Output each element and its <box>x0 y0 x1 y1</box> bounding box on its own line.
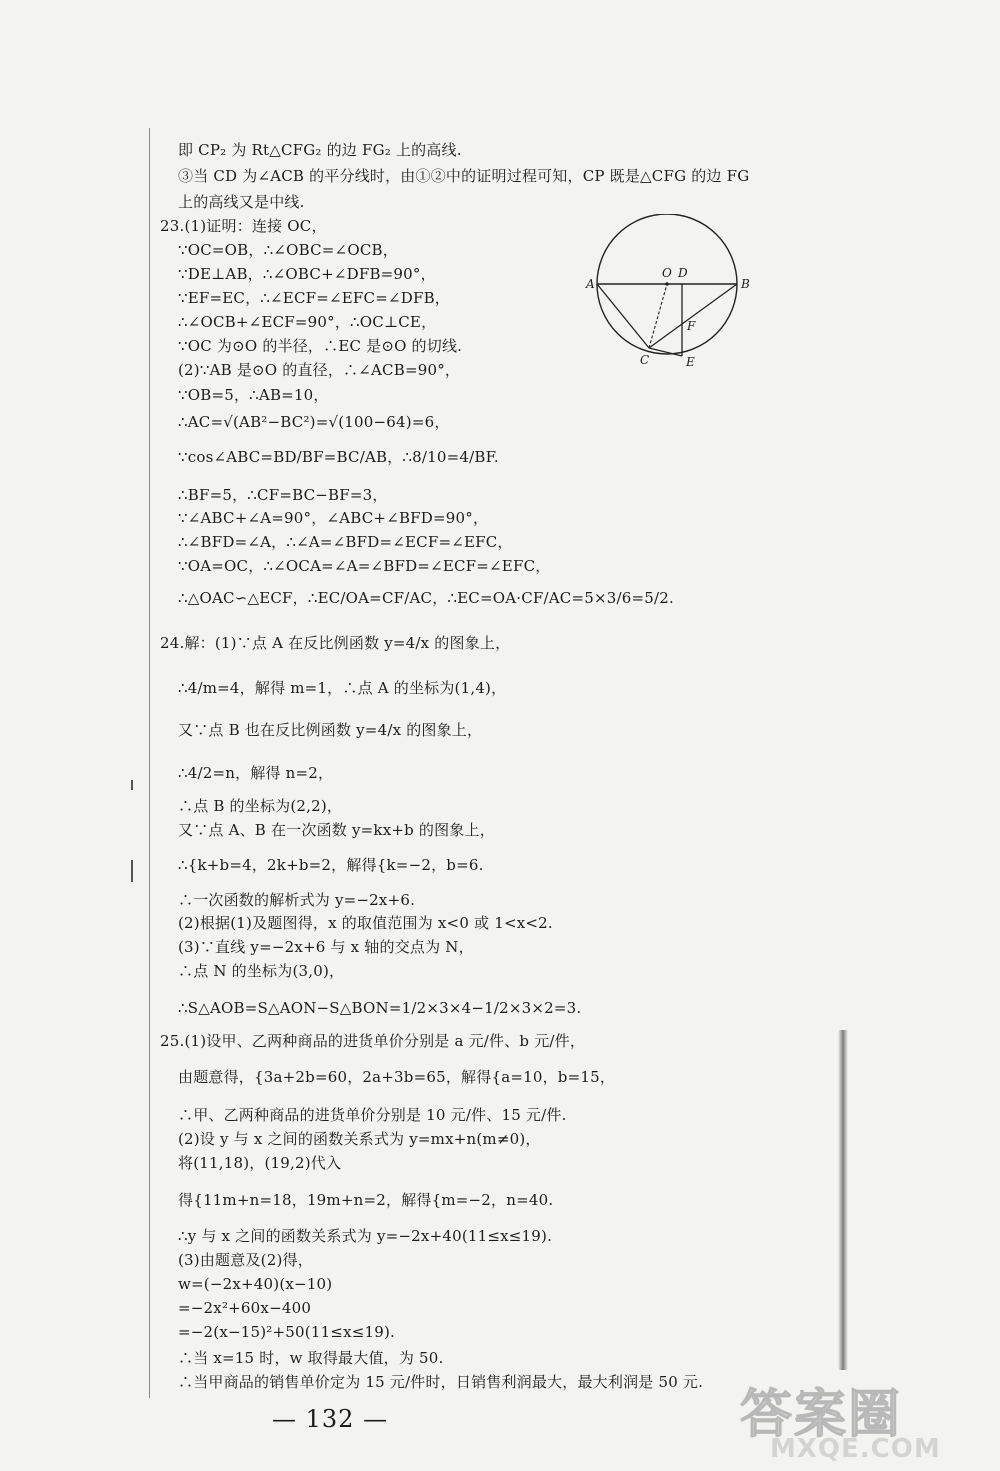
scan-edge-shadow <box>838 1030 848 1370</box>
page-number: — 132 — <box>272 1405 389 1433</box>
text-line: ∴BF=5，∴CF=BC−BF=3， <box>178 486 388 504</box>
text-line: =−2x²+60x−400 <box>178 1299 312 1317</box>
text-line: ∵OC 为⊙O 的半径，∴EC 是⊙O 的切线. <box>178 337 463 355</box>
text-line: ∴点 N 的坐标为(3,0)， <box>178 962 345 980</box>
text-line: 又∵点 A、B 在一次函数 y=kx+b 的图象上， <box>178 821 495 839</box>
segment-ce <box>649 348 682 356</box>
text-line: ∵∠ABC+∠A=90°，∠ABC+∠BFD=90°， <box>178 509 489 527</box>
text-line: ∴∠BFD=∠A，∴∠A=∠BFD=∠ECF=∠EFC， <box>178 533 513 551</box>
center-point <box>665 282 669 286</box>
circle-geometry-figure <box>582 214 754 374</box>
text-line: ∴S△AOB=S△AON−S△BON=1/2×3×4−1/2×3×2=3. <box>178 999 582 1017</box>
label-f: F <box>687 319 696 333</box>
text-line: (2)设 y 与 x 之间的函数关系式为 y=mx+n(m≠0)， <box>178 1130 541 1148</box>
text-line: 将(11,18)，(19,2)代入 <box>178 1154 342 1172</box>
text-line: ∵DE⊥AB，∴∠OBC+∠DFB=90°， <box>178 265 436 283</box>
text-line: ③当 CD 为∠ACB 的平分线时，由①②中的证明过程可知，CP 既是△CFG 的边 FG <box>178 167 750 185</box>
text-line: 23.(1)证明：连接 OC， <box>160 217 327 235</box>
text-line: 25.(1)设甲、乙两种商品的进货单价分别是 a 元/件、b 元/件， <box>160 1032 586 1050</box>
text-line: ∴4/m=4，解得 m=1，∴点 A 的坐标为(1,4)， <box>178 679 507 697</box>
text-line: (3)由题意及(2)得， <box>178 1251 313 1269</box>
text-line: ∵EF=EC，∴∠ECF=∠EFC=∠DFB， <box>178 289 451 307</box>
watermark-site: MXQE.COM <box>770 1434 941 1464</box>
text-line: ∴y 与 x 之间的函数关系式为 y=−2x+40(11≤x≤19). <box>178 1227 553 1245</box>
text-line: ∵cos∠ABC=BD/BF=BC/AB，∴8/10=4/BF. <box>178 448 499 466</box>
text-line: (2)根据(1)及题图得，x 的取值范围为 x<0 或 1<x<2. <box>178 914 553 932</box>
text-line: 上的高线又是中线. <box>178 193 305 211</box>
label-d: D <box>678 266 688 280</box>
text-line: ∴∠OCB+∠ECF=90°，∴OC⊥CE， <box>178 313 437 331</box>
text-line: (3)∵直线 y=−2x+6 与 x 轴的交点为 N， <box>178 938 474 956</box>
text-line: w=(−2x+40)(x−10) <box>178 1275 333 1293</box>
label-o: O <box>662 266 672 280</box>
text-line: =−2(x−15)²+50(11≤x≤19). <box>178 1323 396 1341</box>
text-line: ∴当甲商品的销售单价定为 15 元/件时，日销售利润最大，最大利润是 50 元. <box>178 1373 704 1391</box>
text-line: ∵OC=OB，∴∠OBC=∠OCB， <box>178 241 398 259</box>
scan-mark <box>131 860 133 882</box>
text-line: 24.解：(1)∵点 A 在反比例函数 y=4/x 的图象上， <box>160 634 511 652</box>
binding-margin-line <box>149 128 150 1398</box>
text-line: ∵OA=OC，∴∠OCA=∠A=∠BFD=∠ECF=∠EFC， <box>178 557 551 575</box>
segment-cb <box>649 284 737 348</box>
text-line: ∴AC=√(AB²−BC²)=√(100−64)=6， <box>178 413 450 431</box>
watermark-logo-text: 答案圈 <box>740 1385 903 1445</box>
segment-oc <box>649 284 667 348</box>
text-line: ∴点 B 的坐标为(2,2)， <box>178 797 343 815</box>
text-line: 即 CP₂ 为 Rt△CFG₂ 的边 FG₂ 上的高线. <box>178 141 462 159</box>
text-line: 又∵点 B 也在反比例函数 y=4/x 的图象上， <box>178 721 483 739</box>
text-line: ∴一次函数的解析式为 y=−2x+6. <box>178 891 416 909</box>
text-line: ∴甲、乙两种商品的进货单价分别是 10 元/件、15 元/件. <box>178 1106 567 1124</box>
text-line: ∴4/2=n，解得 n=2， <box>178 764 334 782</box>
text-line: (2)∵AB 是⊙O 的直径，∴∠ACB=90°， <box>178 361 461 379</box>
label-c: C <box>640 353 650 367</box>
text-line: 由题意得，{3a+2b=60，2a+3b=65，解得{a=10，b=15， <box>178 1068 616 1086</box>
scan-mark <box>131 780 133 790</box>
text-line: ∴{k+b=4，2k+b=2，解得{k=−2，b=6. <box>178 856 484 874</box>
label-e: E <box>686 355 695 369</box>
text-line: ∵OB=5，∴AB=10， <box>178 386 329 404</box>
text-line: 得{11m+n=18，19m+n=2，解得{m=−2，n=40. <box>178 1191 554 1209</box>
watermark <box>740 1372 990 1467</box>
text-line: ∴△OAC∽△ECF，∴EC/OA=CF/AC，∴EC=OA·CF/AC=5×3/6=5/2. <box>178 589 674 607</box>
label-a: A <box>586 277 595 291</box>
label-b: B <box>741 277 750 291</box>
text-line: ∴当 x=15 时，w 取得最大值，为 50. <box>178 1349 444 1367</box>
